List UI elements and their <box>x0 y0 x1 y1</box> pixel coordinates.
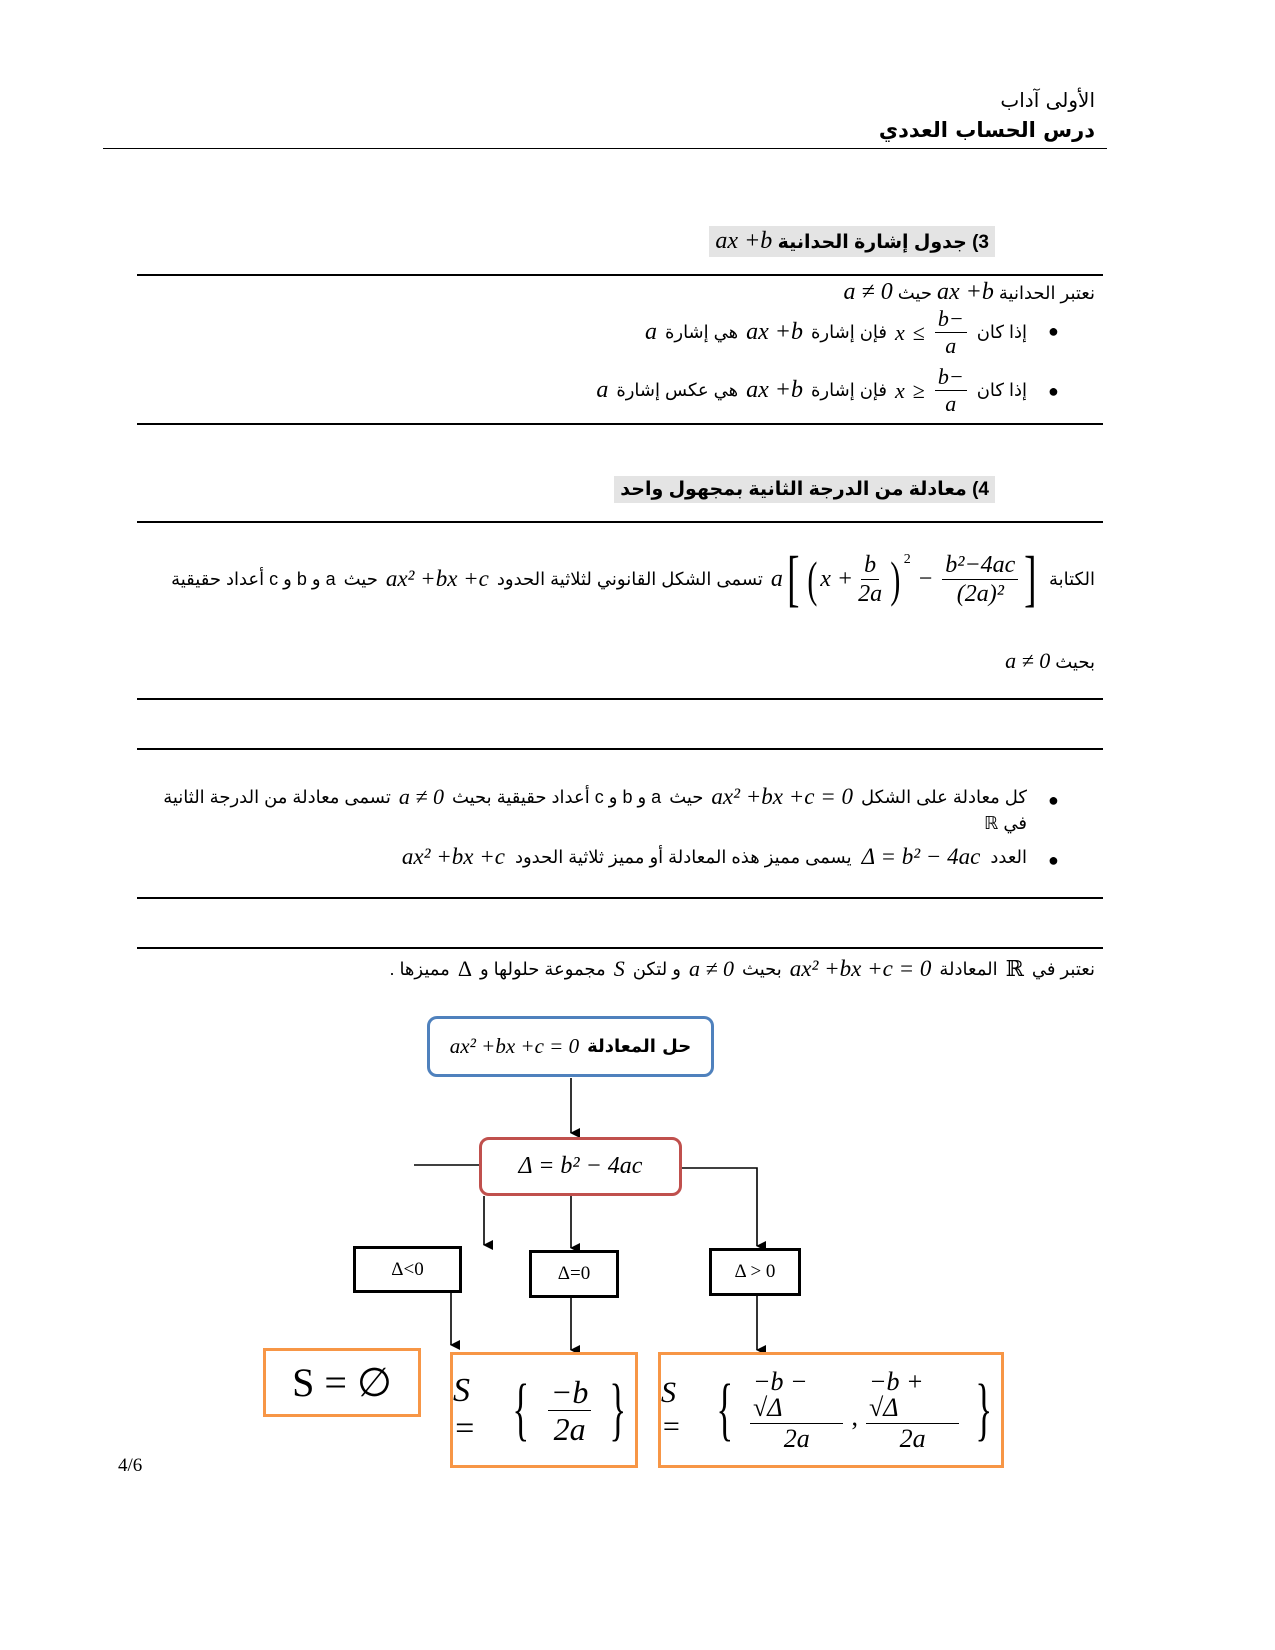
bullet1-then: فإن إشارة <box>811 322 887 342</box>
bullet2-a: a <box>596 377 609 403</box>
page-number: 4/6 <box>118 1455 143 1476</box>
bullet2-if: إذا كان <box>976 380 1027 400</box>
bullet2-x: x <box>895 377 905 403</box>
def2-lead: العدد <box>990 846 1027 867</box>
bullet-dot: ● <box>1048 381 1059 401</box>
solution-two-roots-box <box>658 1352 1004 1468</box>
case-positive-label: Δ > 0 <box>734 1261 776 1282</box>
canonical-x-plus: x + <box>820 565 854 592</box>
intro-condition: a ≠ 0 <box>843 279 893 305</box>
bullet1-if: إذا كان <box>976 322 1027 342</box>
solution-pos-den2: 2a <box>899 1423 926 1453</box>
consider-text3: بحيث <box>742 958 782 979</box>
solve-equation-box <box>427 1016 714 1077</box>
discriminant-box <box>479 1137 682 1196</box>
bullet1-ineq: ≥ <box>912 319 925 345</box>
solution-pos-fraction2 <box>866 1366 959 1453</box>
consider-R: ℝ <box>1005 956 1024 981</box>
case-negative-box <box>353 1246 462 1293</box>
case-zero-box <box>529 1250 619 1298</box>
intro-where: حيث <box>897 283 932 303</box>
solution-pos-num1: −b − √Δ <box>750 1369 843 1424</box>
consider-text4: و لتكن <box>632 958 681 979</box>
def2-delta: Δ = b² − 4ac <box>861 844 981 869</box>
solution-double-root-box <box>450 1352 638 1468</box>
intro-expr: ax +b <box>936 279 994 305</box>
consider-delta: Δ <box>457 956 472 981</box>
right-brace: } <box>975 1371 993 1448</box>
case-negative-label: Δ<0 <box>391 1258 424 1280</box>
case-positive-box <box>709 1248 801 1296</box>
bullet-dot: ● <box>1048 321 1059 341</box>
consider-S: S <box>613 956 625 981</box>
solution-pos-comma: , <box>851 1402 858 1431</box>
consider-text1: نعتبر في <box>1031 958 1095 979</box>
canonical-condition: a ≠ 0 <box>1005 648 1051 673</box>
solution-zero-lhs: S = <box>453 1372 476 1447</box>
right-paren: ) <box>890 551 901 607</box>
solution-pos-fraction1 <box>750 1366 843 1453</box>
consider-text2: المعادلة <box>939 958 998 979</box>
solution-pos-num2: −b + √Δ <box>866 1369 959 1424</box>
def1-named: تسمى معادلة من الدرجة الثانية <box>163 786 391 807</box>
consider-equation: ax² +bx +c = 0 <box>789 956 932 981</box>
consider-text5: مجموعة حلولها و <box>479 958 606 979</box>
solution-empty-box <box>263 1348 421 1417</box>
section3-expr: ax +b <box>715 228 773 254</box>
bullet2-ineq: ≤ <box>912 377 925 403</box>
lesson-title: درس الحساب العددي <box>878 118 1095 142</box>
canonical-frac-b: b <box>861 553 879 580</box>
left-brace: { <box>716 1371 734 1448</box>
right-brace: } <box>609 1371 627 1448</box>
section4-title: معادلة من الدرجة الثانية بمجهول واحد <box>620 479 967 500</box>
canonical-frac-den: (2a)² <box>956 580 1004 607</box>
def1-lead: كل معادلة على الشكل <box>861 786 1027 807</box>
intro-text: نعتبر الحدانية <box>998 283 1095 303</box>
def1-equation: ax² +bx +c = 0 <box>711 784 854 809</box>
canonical-frac-num: b²−4ac <box>942 553 1018 580</box>
canonical-named: تسمى الشكل القانوني لثلاثية الحدود <box>496 568 763 589</box>
solution-zero-den: 2a <box>553 1410 586 1447</box>
bullet1-frac-num: −b <box>935 308 967 333</box>
solution-pos-den1: 2a <box>783 1423 810 1453</box>
solution-pos-lhs: S = <box>661 1376 682 1443</box>
canonical-coeffs: a و b و c أعداد حقيقية <box>171 568 336 589</box>
bullet-dot: ● <box>1048 850 1059 870</box>
consider-text6: مميزها . <box>389 958 450 979</box>
bullet2-then: فإن إشارة <box>811 380 887 400</box>
bullet-dot: ● <box>1048 790 1059 810</box>
solution-empty-text: S = ∅ <box>292 1360 392 1405</box>
right-bracket: ] <box>1024 545 1037 613</box>
discriminant-expr: Δ = b² − 4ac <box>518 1153 643 1179</box>
canonical-where: حيث <box>343 568 378 589</box>
case-zero-label: Δ=0 <box>557 1263 591 1284</box>
section3-number: 3) <box>972 232 989 253</box>
section4-number: 4) <box>972 479 989 500</box>
consider-condition: a ≠ 0 <box>688 956 735 981</box>
canonical-such-that: بحيث <box>1055 652 1095 672</box>
def2-text: يسمى مميز هذه المعادلة أو مميز ثلاثية الحدود <box>514 846 852 867</box>
canonical-trinomial: ax² +bx +c <box>385 566 489 591</box>
section3-title: جدول إشارة الحدانية <box>777 232 967 253</box>
solution-zero-fraction <box>548 1373 592 1447</box>
solve-equation-expr: ax² +bx +c = 0 <box>449 1034 580 1058</box>
class-label: الأولى آداب <box>1000 88 1095 112</box>
bullet1-x: x <box>895 319 905 345</box>
def1-line2: في ℝ <box>984 813 1027 833</box>
bullet1-a: a <box>644 319 657 345</box>
bullet1-expr: ax +b <box>746 319 803 345</box>
arrow-delta-to-positive <box>682 1168 757 1246</box>
left-brace: { <box>512 1371 530 1448</box>
def2-trinomial: ax² +bx +c <box>401 844 505 869</box>
canonical-minus: − <box>918 565 933 592</box>
solve-equation-label: حل المعادلة <box>587 1036 692 1057</box>
bullet2-is: هي عكس إشارة <box>616 380 739 400</box>
left-bracket: [ <box>787 545 800 613</box>
bullet1-frac-den: a <box>945 333 957 358</box>
left-paren: ( <box>806 551 817 607</box>
canonical-square: 2 <box>903 552 911 567</box>
bullet2-frac-den: a <box>945 391 957 416</box>
canonical-writing: الكتابة <box>1048 568 1095 589</box>
def1-coeffs: a و b و c أعداد حقيقية بحيث <box>451 786 662 807</box>
def1-condition: a ≠ 0 <box>398 784 444 809</box>
def1-where: حيث <box>669 786 704 807</box>
bullet1-is: هي إشارة <box>664 322 739 342</box>
canonical-a: a <box>770 565 783 592</box>
bullet2-expr: ax +b <box>746 377 803 403</box>
solution-zero-num: −b <box>548 1376 592 1411</box>
bullet2-frac-num: −b <box>935 366 967 391</box>
canonical-frac-2a: 2a <box>858 580 883 607</box>
